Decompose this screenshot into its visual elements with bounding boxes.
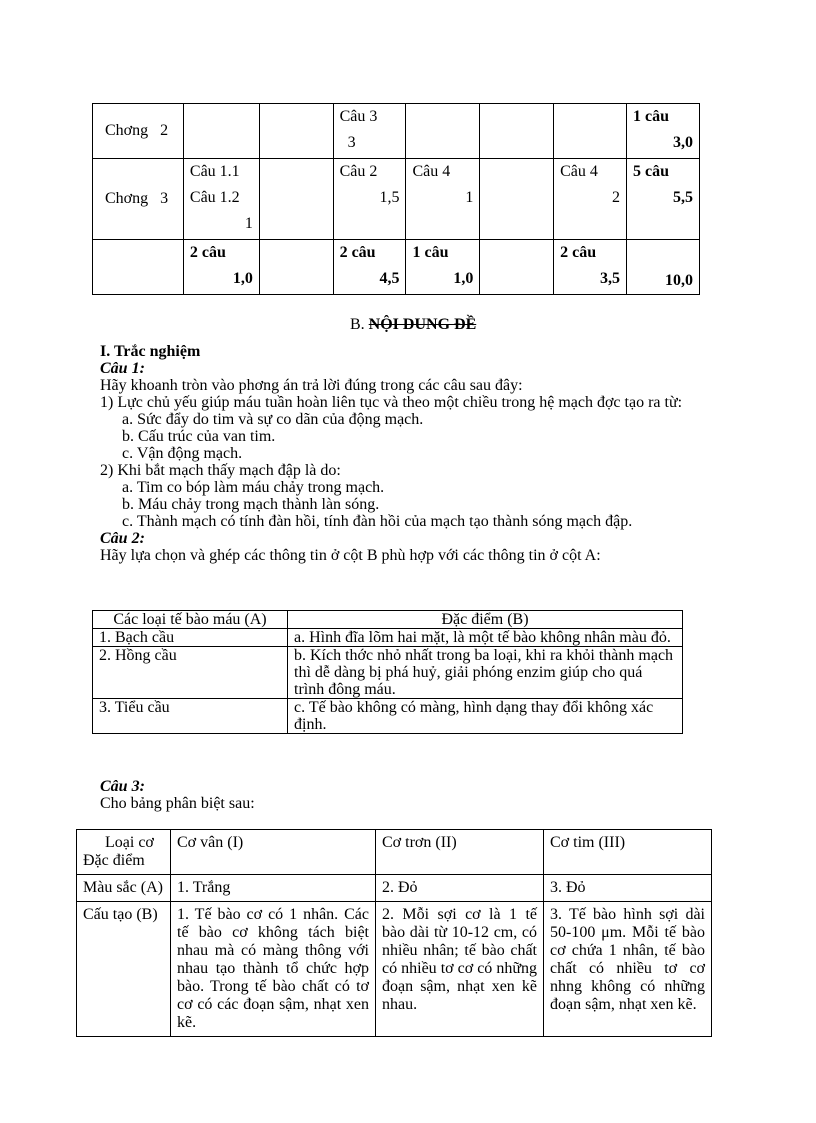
question-intro: Hãy khoanh tròn vào phơng án trả lời đúng trong các câu sau đây:: [100, 377, 523, 394]
cell: 2. Mỗi sợi cơ là 1 tế bào dài từ 10-12 cm, có nhiều nhân; tế bào chất có nhiều tơ cơ có những đoạn sậm, nhạt xen kẽ nhau.: [376, 902, 544, 1037]
column-header: Cơ vân (I): [171, 830, 376, 875]
part-title: I. Trắc nghiệm: [100, 343, 201, 360]
corner-cell: Loại cơ Đặc điểm: [77, 830, 171, 875]
cell: b. Kích thớc nhỏ nhất trong ba loại, khi ra khỏi thành mạch thì dễ dàng bị phá huỷ, giải phóng enzim giúp cho quá trình đông máu.: [288, 647, 683, 699]
cell: Câu 1.1 Câu 1.2 1: [183, 159, 259, 240]
cell: Câu 2 1,5: [333, 159, 406, 240]
cell: 1 câu 1,0: [406, 240, 480, 295]
column-header: Cơ trơn (II): [376, 830, 544, 875]
question-label: Câu 1:: [100, 360, 145, 377]
column-header: Đặc điểm (B): [288, 611, 683, 629]
total-cell: 1 câu 3,0: [627, 104, 700, 159]
table-row: [93, 240, 700, 295]
cell: Câu 4 2: [554, 159, 627, 240]
chapter-label: Chơng 2: [93, 104, 184, 159]
option[interactable]: b. Máu chảy trong mạch thành làn sóng.: [122, 496, 380, 513]
option[interactable]: a. Tim co bóp làm máu chảy trong mạch.: [122, 479, 385, 496]
muscle-table: [76, 829, 712, 1037]
cell: 2. Hồng cầu: [93, 647, 288, 699]
cell: Câu 3 3: [333, 104, 406, 159]
table-row: [93, 159, 700, 240]
cell: 3. Đỏ: [544, 875, 712, 902]
cell: 2 câu 3,5: [554, 240, 627, 295]
question-3-block: [100, 778, 760, 812]
matrix-table: [92, 103, 700, 295]
blood-cells-table: [92, 610, 683, 734]
table-row: [93, 629, 683, 647]
cell: 3. Tiểu cầu: [93, 699, 288, 734]
question-intro: Hãy lựa chọn và ghép các thông tin ở cột B phù hợp với các thông tin ở cột A:: [100, 547, 601, 564]
cell: 3. Tế bào hình sợi dài 50-100 μm. Mỗi tế bào cơ chứa 1 nhân, tế bào chất có nhiều tơ cơ nhng không có những đoạn sậm, nhạt xen kẽ.: [544, 902, 712, 1037]
table-row: [77, 875, 712, 902]
table-row: [77, 902, 712, 1037]
total-cell: 10,0: [627, 240, 700, 295]
option[interactable]: c. Thành mạch có tính đàn hồi, tính đàn hồi của mạch tạo thành sóng mạch đập.: [122, 513, 633, 530]
cell: c. Tế bào không có màng, hình dạng thay đổi không xác định.: [288, 699, 683, 734]
question-label: Câu 3:: [100, 778, 145, 795]
question-1-block: [100, 343, 760, 564]
sub-question: 1) Lực chủ yếu giúp máu tuần hoàn liên tục và theo một chiều trong hệ mạch đợc tạo ra từ:: [100, 394, 683, 411]
column-header: Các loại tế bào máu (A): [93, 611, 288, 629]
total-cell: 5 câu 5,5: [627, 159, 700, 240]
option[interactable]: c. Vận động mạch.: [122, 445, 243, 462]
cell: Câu 4 1: [406, 159, 480, 240]
column-header: Cơ tim (III): [544, 830, 712, 875]
sub-question: 2) Khi bắt mạch thấy mạch đập là do:: [100, 462, 341, 479]
section-b-heading: B. NỘI DUNG ĐỀ: [350, 316, 477, 333]
option[interactable]: b. Cấu trúc của van tim.: [122, 428, 276, 445]
option[interactable]: a. Sức đẩy do tim và sự co dãn của động mạch.: [122, 411, 424, 428]
cell: 1. Tế bào cơ có 1 nhân. Các tế bào cơ không tách biệt nhau mà có màng thông với nhau tạo thành tổ chức hợp bào. Trong tế bào chất có tơ cơ có các đoạn sậm, nhạt xen kẽ.: [171, 902, 376, 1037]
row-label: Cấu tạo (B): [77, 902, 171, 1037]
question-label: Câu 2:: [100, 530, 145, 547]
chapter-label: Chơng 3: [93, 159, 184, 240]
cell: a. Hình đĩa lõm hai mặt, là một tế bào không nhân màu đỏ.: [288, 629, 683, 647]
cell: 1. Trắng: [171, 875, 376, 902]
table-row: [93, 611, 683, 629]
table-row: [93, 647, 683, 699]
cell: 2. Đỏ: [376, 875, 544, 902]
cell: 1. Bạch cầu: [93, 629, 288, 647]
row-label: Màu sắc (A): [77, 875, 171, 902]
table-row: [93, 104, 700, 159]
cell: 2 câu 1,0: [183, 240, 259, 295]
table-row: [93, 699, 683, 734]
cell: 2 câu 4,5: [333, 240, 406, 295]
table-row: [77, 830, 712, 875]
question-intro: Cho bảng phân biệt sau:: [100, 795, 255, 812]
